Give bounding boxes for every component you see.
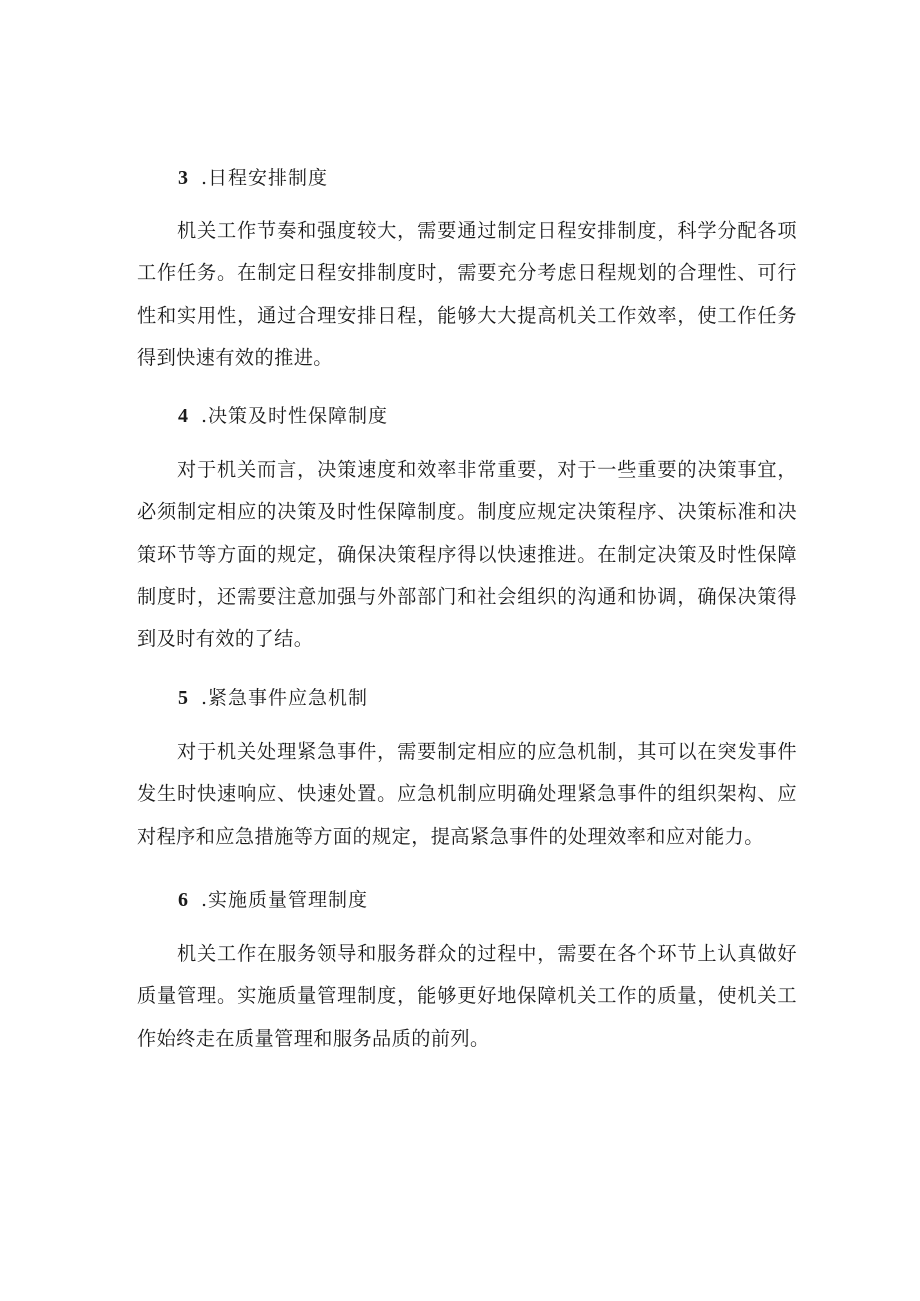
section-paragraph: 对于机关而言，决策速度和效率非常重要，对于一些重要的决策事宜，必须制定相应的决策及时性保障制度。制度应规定决策程序、决策标准和决策环节等方面的规定，确保决策程序得以快速推进。在制定决策及时性保障制度时，还需要注意加强与外部部门和社会组织的沟通和协调，确保决策得到及时有效的了结。 [137,458,797,651]
section-heading-5 [178,686,368,710]
section-heading-4 [178,404,388,428]
section-title: .紧急事件应急机制 [201,687,369,709]
section-paragraph: 对于机关处理紧急事件，需要制定相应的应急机制，其可以在突发事件发生时快速响应、快速处置。应急机制应明确处理紧急事件的组织架构、应对程序和应急措施等方面的规定，提高紧急事件的处理效率和应对能力。 [137,740,797,848]
section-number: 4 [178,405,189,427]
section-heading-6 [178,888,368,912]
section-number: 6 [178,889,189,911]
section-title: .决策及时性保障制度 [201,405,389,427]
section-title: .日程安排制度 [201,167,329,189]
section-paragraph: 机关工作在服务领导和服务群众的过程中，需要在各个环节上认真做好质量管理。实施质量管理制度，能够更好地保障机关工作的质量，使机关工作始终走在质量管理和服务品质的前列。 [137,942,797,1050]
section-number: 3 [178,167,189,189]
section-paragraph: 机关工作节奏和强度较大，需要通过制定日程安排制度，科学分配各项工作任务。在制定日程安排制度时，需要充分考虑日程规划的合理性、可行性和实用性，通过合理安排日程，能够大大提高机关工作效率，使工作任务得到快速有效的推进。 [137,219,797,369]
section-heading-3 [178,166,328,190]
section-number: 5 [178,687,189,709]
section-title: .实施质量管理制度 [201,889,369,911]
